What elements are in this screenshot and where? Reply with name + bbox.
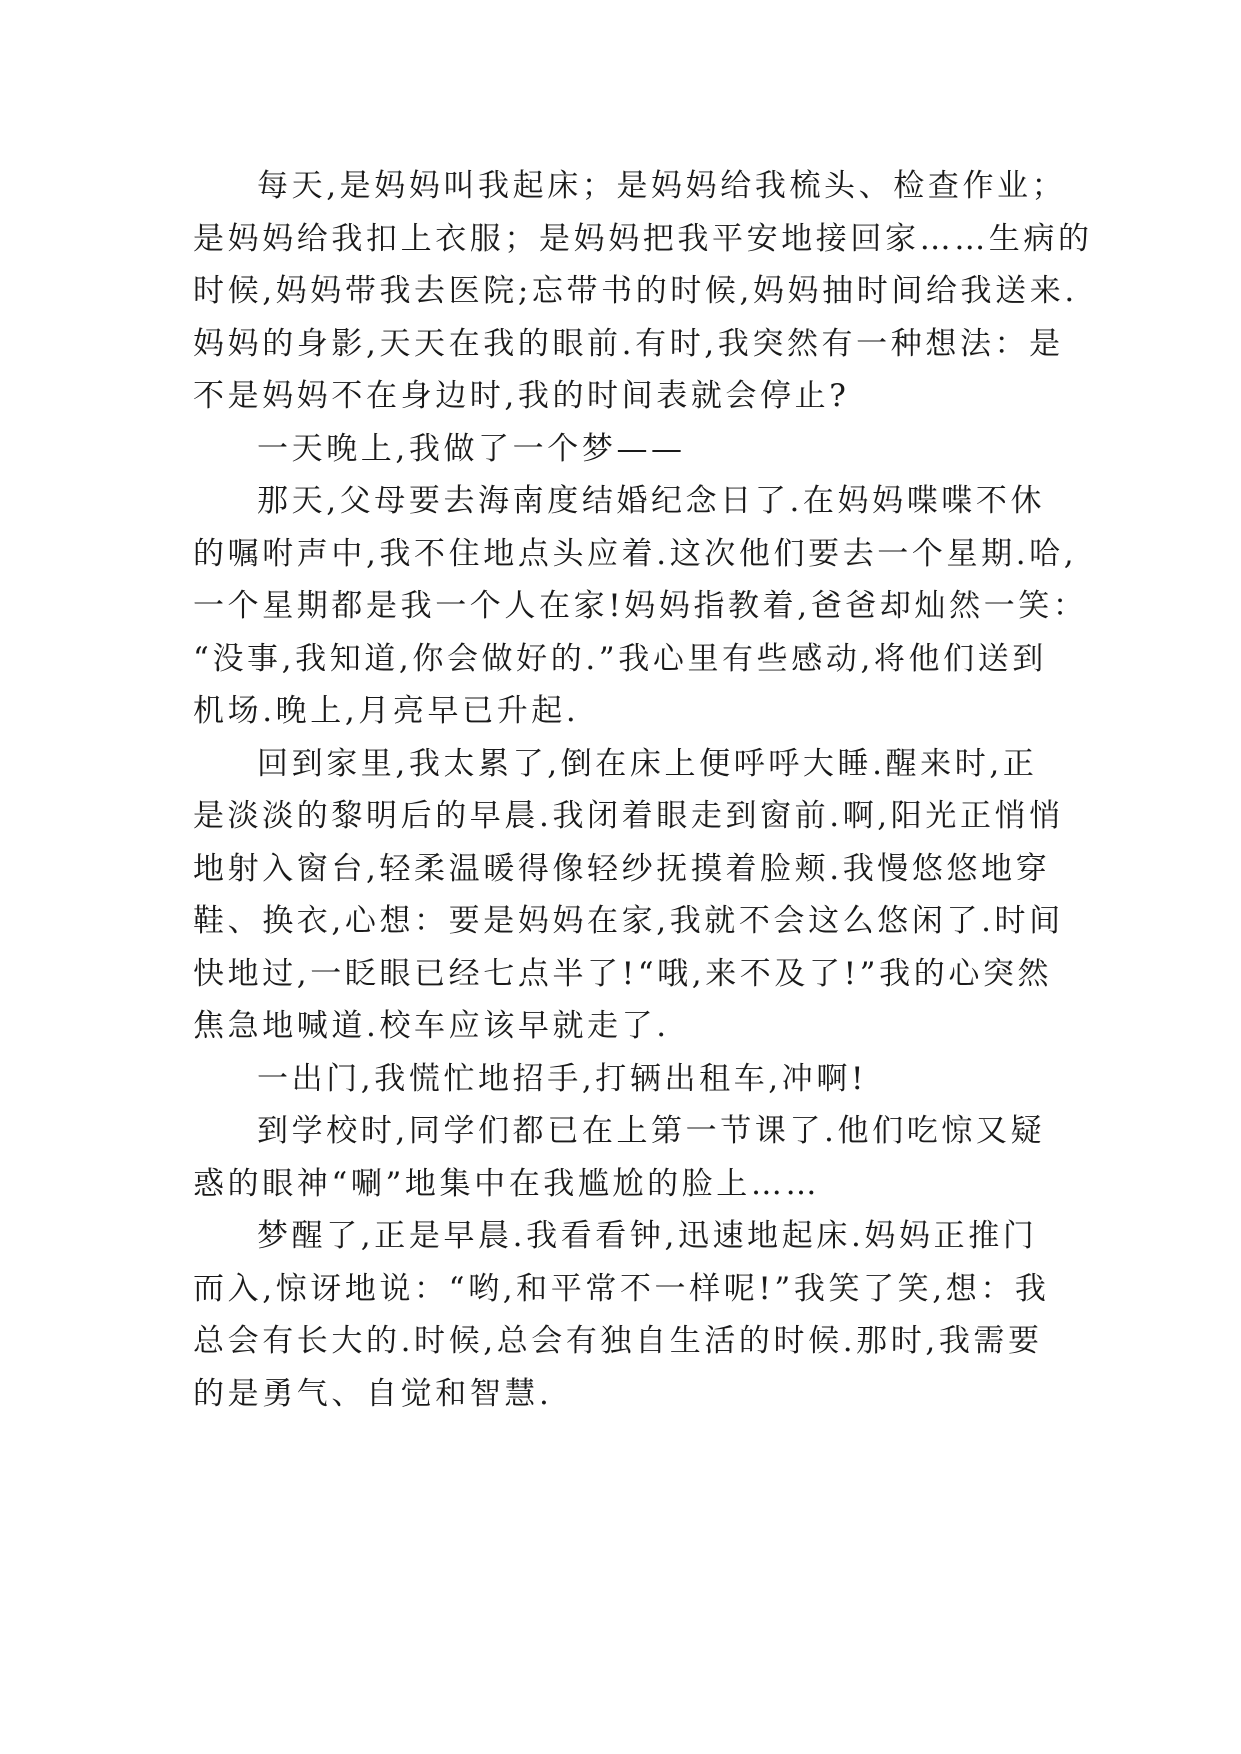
- text-line: 一出门,我慌忙地招手,打辆出租车,冲啊!: [257, 1060, 868, 1097]
- text-line: 机场.晚上,月亮早已升起.: [193, 693, 580, 729]
- text-line: 那天,父母要去海南度结婚纪念日了.在妈妈喋喋不休: [257, 483, 1046, 519]
- text-line: 而入,惊讶地说：“哟,和平常不一样呢!”我笑了笑,想：我: [193, 1270, 1050, 1307]
- text-line: 每天,是妈妈叫我起床；是妈妈给我梳头、检查作业；: [257, 168, 1067, 204]
- text-line: 一个星期都是我一个人在家!妈妈指教着,爸爸却灿然一笑：: [193, 588, 1088, 624]
- essay-body: [193, 160, 1093, 1420]
- text-line: 时候,妈妈带我去医院;忘带书的时候,妈妈抽时间给我送来.: [193, 273, 1078, 309]
- text-line: 地射入窗台,轻柔温暖得像轻纱抚摸着脸颊.我慢悠悠地穿: [193, 850, 1051, 887]
- text-line: 回到家里,我太累了,倒在床上便呼呼大睡.醒来时,正: [257, 745, 1038, 782]
- text-line: 快地过,一眨眼已经七点半了!“哦,来不及了!”我的心突然: [193, 955, 1053, 992]
- text-line: 总会有长大的.时候,总会有独自生活的时候.那时,我需要: [193, 1323, 1043, 1359]
- text-line: 妈妈的身影,天天在我的眼前.有时,我突然有一种想法：是: [193, 325, 1064, 362]
- text-line: 惑的眼神“唰”地集中在我尴尬的脸上……: [193, 1165, 821, 1202]
- text-line: 不是妈妈不在身边时,我的时间表就会停止?: [193, 378, 850, 414]
- text-line: 鞋、换衣,心想：要是妈妈在家,我就不会这么悠闲了.时间: [193, 903, 1064, 939]
- text-line: 焦急地喊道.校车应该早就走了.: [193, 1008, 670, 1044]
- text-line: 是妈妈给我扣上衣服；是妈妈把我平安地接回家……生病的: [193, 220, 1093, 257]
- text-line: 是淡淡的黎明后的早晨.我闭着眼走到窗前.啊,阳光正悄悄: [193, 798, 1064, 834]
- text-line: 到学校时,同学们都已在上第一节课了.他们吃惊又疑: [257, 1113, 1046, 1149]
- text-line: 一天晚上,我做了一个梦——: [257, 430, 686, 467]
- text-line: 的嘱咐声中,我不住地点头应着.这次他们要去一个星期.哈,: [193, 535, 1078, 572]
- text-line: 梦醒了,正是早晨.我看看钟,迅速地起床.妈妈正推门: [257, 1218, 1038, 1254]
- text-line: 的是勇气、自觉和智慧.: [193, 1375, 553, 1412]
- text-line: “没事,我知道,你会做好的.”我心里有些感动,将他们送到: [193, 640, 1047, 677]
